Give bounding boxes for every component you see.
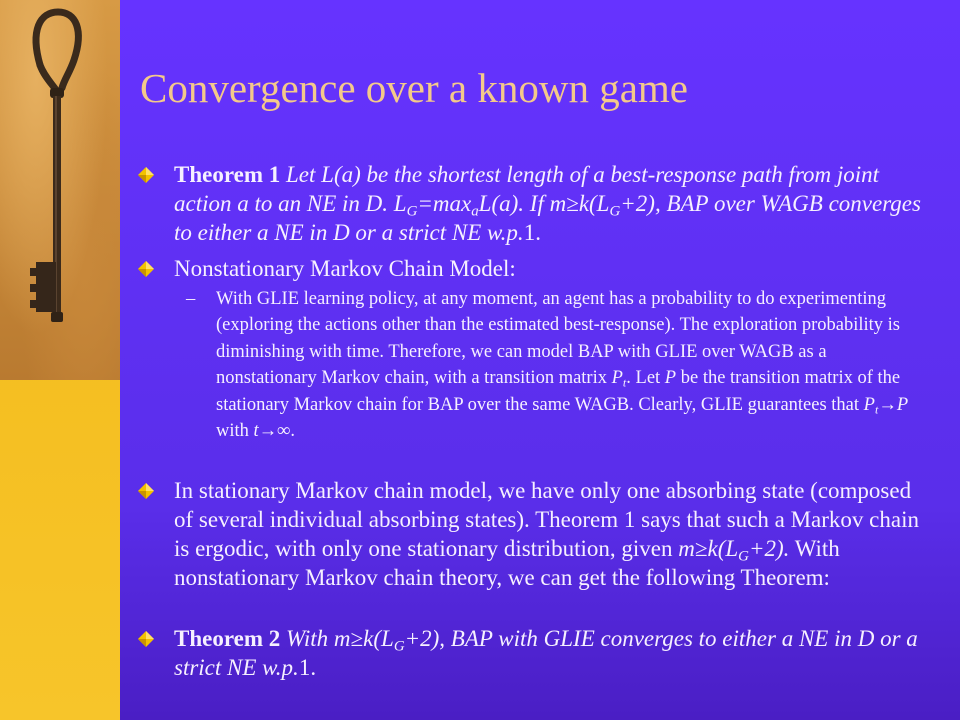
subscript: G — [393, 638, 405, 655]
old-key-icon — [0, 0, 120, 380]
theorem-text: =max — [417, 191, 472, 216]
subscript: G — [609, 203, 621, 220]
bullet-text — [174, 624, 928, 682]
key-photo — [0, 0, 120, 380]
theorem-text: +2), BAP over WAGB converges to either a NE in D or a strict NE w.p. — [174, 191, 921, 245]
diamond-bullet-icon — [138, 483, 154, 499]
bullet-theorem-1 — [138, 160, 928, 247]
bullet-stationary-chain — [138, 476, 928, 592]
sub-text: →P — [878, 394, 909, 415]
theorem-label: Theorem 1 — [174, 162, 281, 187]
diamond-bullet-icon — [138, 261, 154, 277]
subscript: t — [622, 375, 627, 390]
theorem-text: L(a). If m≥k(L — [478, 191, 610, 216]
bullet-text — [174, 476, 928, 592]
bullet-theorem-2 — [138, 624, 928, 682]
sub-text: be the transition matrix of the stationary Markov chain for BAP over the same WAGB. Clearly, GLIE guarantees that — [216, 368, 901, 415]
body-text: With nonstationary Markov chain theory, we can get the following Theorem: — [174, 536, 840, 590]
dash-marker: – — [186, 289, 196, 309]
sub-text: With GLIE learning policy, at any moment, an agent has a probability to do experimenting (exploring the actions other than the estimated best-response). The exploration probability is diminishing with time. Therefore, we can model BAP with GLIE over WAGB as a nonstationary Markov chain, with a transition matrix — [216, 289, 900, 389]
sub-text: P — [664, 368, 677, 389]
subscript: G — [406, 203, 418, 220]
body-text: m≥k(L — [678, 536, 739, 561]
left-decorative-strip — [0, 0, 120, 720]
bullet-markov-model — [138, 254, 928, 283]
diamond-bullet-icon — [138, 631, 154, 647]
sub-text: . — [290, 421, 295, 442]
slide-title: Convergence over a known game — [140, 65, 688, 111]
sub-item-text — [216, 286, 926, 444]
sub-text: . Let — [626, 368, 665, 389]
theorem-text: +2), BAP with GLIE converges to either a NE in D or a strict NE w.p. — [174, 626, 918, 680]
sub-text: with — [216, 421, 254, 442]
diamond-bullet-icon — [138, 167, 154, 183]
subscript: G — [738, 548, 749, 565]
theorem-text: With m≥k(L — [286, 626, 394, 651]
sub-text: t→∞ — [253, 421, 291, 442]
body-text: In stationary Markov chain model, we have only one absorbing state (composed of several individual absorbing states). Theorem 1 says that such a Markov chain is ergodic, with only one stationary distribution, given — [174, 478, 919, 561]
sub-item-glie — [186, 286, 926, 444]
theorem-text: 1. — [523, 220, 541, 245]
bullet-text: Nonstationary Markov Chain Model: — [174, 256, 516, 281]
body-text: +2). — [748, 536, 790, 561]
theorem-text: Let L(a) be the shortest length of a best-response path from joint action a to an NE in D. L — [174, 162, 880, 216]
bullet-text — [174, 160, 928, 247]
theorem-label: Theorem 2 — [174, 626, 281, 651]
theorem-text: 1. — [298, 655, 317, 680]
subscript: t — [874, 402, 879, 417]
sub-text: P — [863, 394, 875, 415]
sub-text: P — [611, 368, 623, 389]
subscript: a — [471, 203, 479, 220]
